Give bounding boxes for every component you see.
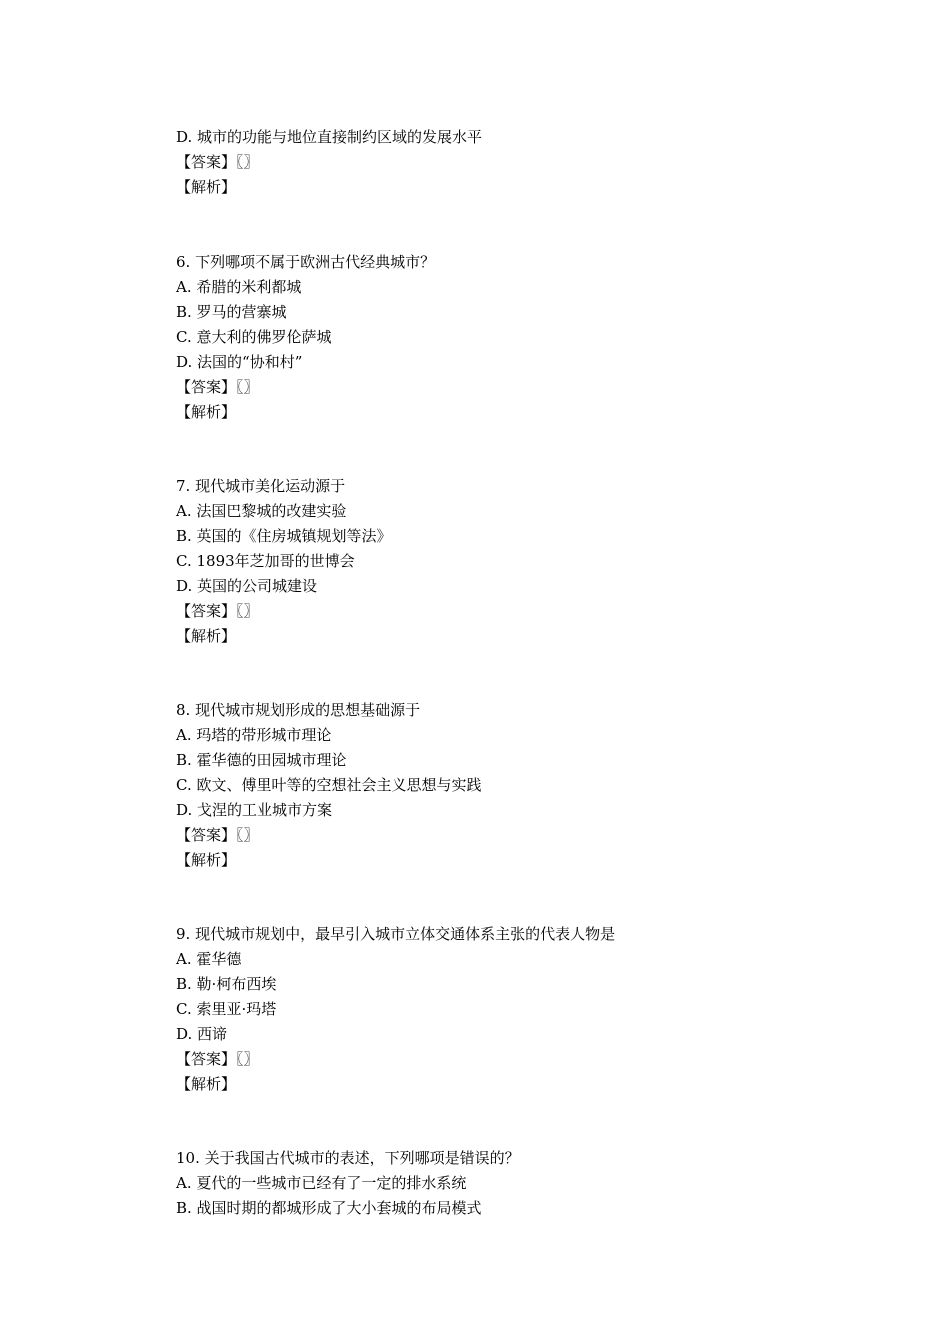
answer-label-q5: 【答案】〖〗 (176, 153, 259, 171)
option-c-q9: C. 索里亚·玛塔 (176, 1000, 277, 1018)
analysis-label-q6: 【解析】 (176, 403, 237, 421)
question-6: 6. 下列哪项不属于欧洲古代经典城市？ (176, 253, 436, 271)
option-d-q9: D. 西谛 (176, 1025, 228, 1043)
analysis-label-q8: 【解析】 (176, 851, 237, 869)
answer-label-q7: 【答案】〖〗 (176, 602, 259, 620)
option-c-q6: C. 意大利的佛罗伦萨城 (176, 328, 332, 346)
answer-label-q8: 【答案】〖〗 (176, 826, 259, 844)
option-a-q8: A. 玛塔的带形城市理论 (176, 726, 332, 744)
option-b-q7: B. 英国的《住房城镇规划等法》 (176, 527, 392, 545)
answer-label-q6: 【答案】〖〗 (176, 378, 259, 396)
option-a-q6: A. 希腊的米利都城 (176, 278, 302, 296)
option-b-q8: B. 霍华德的田园城市理论 (176, 751, 347, 769)
option-d-q7: D. 英国的公司城建设 (176, 577, 318, 595)
option-c-q8: C. 欧文、傅里叶等的空想社会主义思想与实践 (176, 776, 482, 794)
option-d-q8: D. 戈涅的工业城市方案 (176, 801, 333, 819)
question-10: 10. 关于我国古代城市的表述，下列哪项是错误的？ (176, 1149, 520, 1167)
question-9: 9. 现代城市规划中，最早引入城市立体交通体系主张的代表人物是 (176, 925, 616, 943)
analysis-label-q7: 【解析】 (176, 627, 237, 645)
option-b-q10: B. 战国时期的都城形成了大小套城的布局模式 (176, 1199, 482, 1217)
option-d-q6: D. 法国的“协和村” (176, 353, 303, 371)
answer-label-q9: 【答案】〖〗 (176, 1050, 259, 1068)
option-d-q5: D. 城市的功能与地位直接制约区域的发展水平 (176, 128, 483, 146)
analysis-label-q5: 【解析】 (176, 178, 237, 196)
option-a-q7: A. 法国巴黎城的改建实验 (176, 502, 347, 520)
option-a-q10: A. 夏代的一些城市已经有了一定的排水系统 (176, 1174, 467, 1192)
analysis-label-q9: 【解析】 (176, 1075, 237, 1093)
option-a-q9: A. 霍华德 (176, 950, 242, 968)
option-b-q9: B. 勒·柯布西埃 (176, 975, 277, 993)
question-8: 8. 现代城市规划形成的思想基础源于 (176, 701, 421, 719)
option-c-q7: C. 1893年芝加哥的世博会 (176, 552, 355, 570)
question-7: 7. 现代城市美化运动源于 (176, 477, 346, 495)
option-b-q6: B. 罗马的营寨城 (176, 303, 287, 321)
